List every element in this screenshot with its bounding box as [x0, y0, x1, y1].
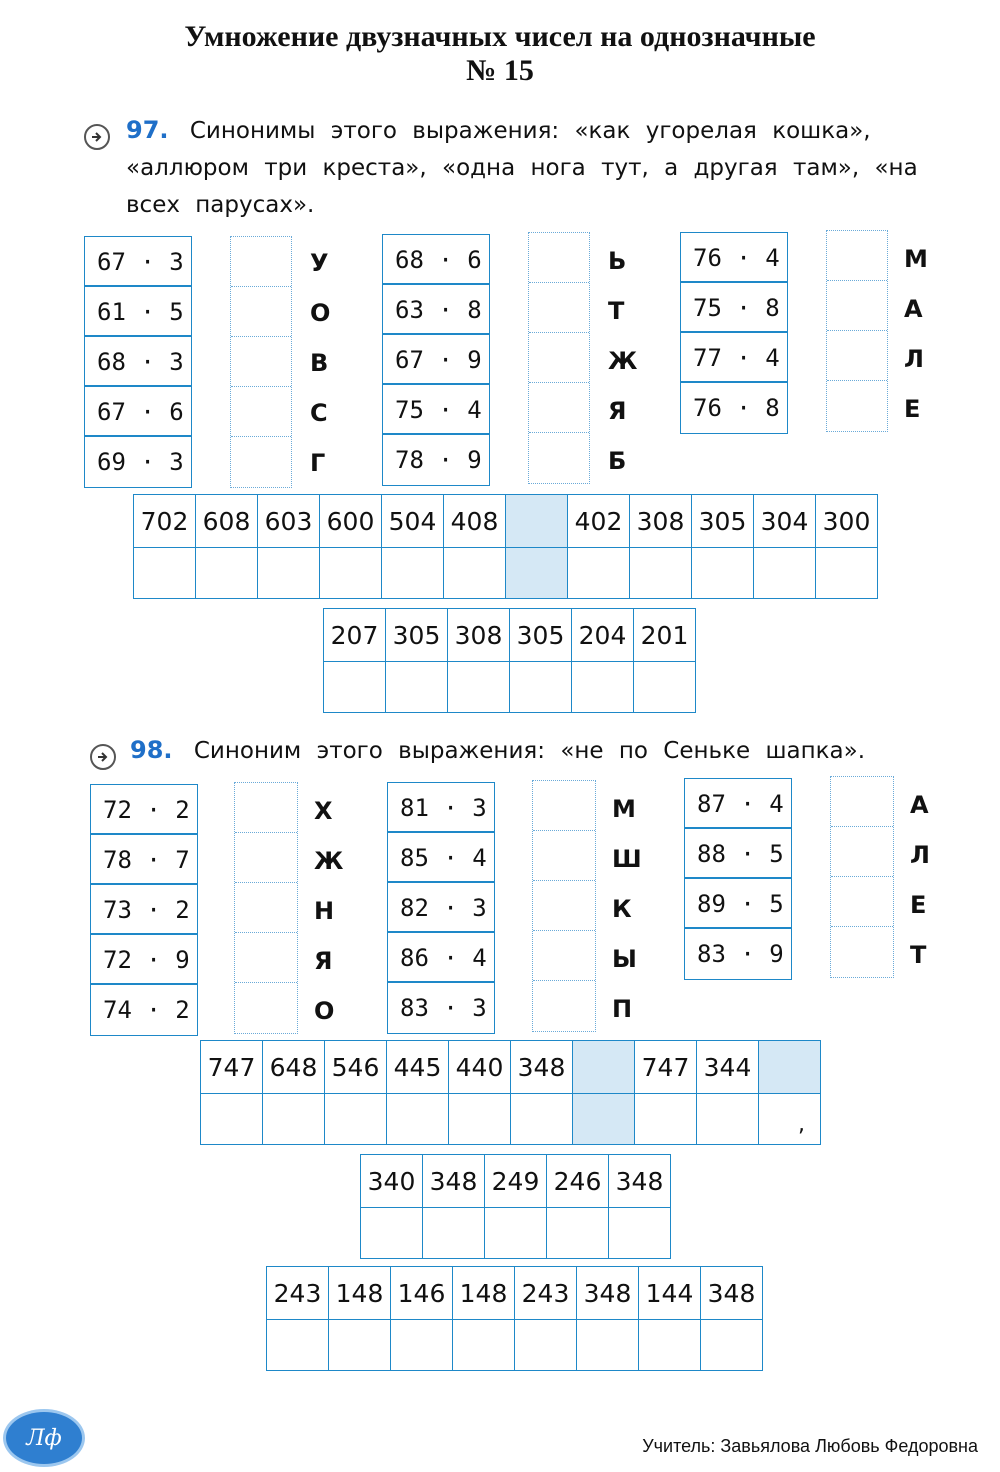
letter: О: [314, 997, 335, 1025]
letter-cell[interactable]: [697, 1094, 759, 1145]
task-97-answer-column-1[interactable]: [230, 236, 292, 488]
letter-cell[interactable]: [639, 1320, 701, 1371]
letter: Х: [314, 797, 333, 825]
task-97-answer-column-2[interactable]: [528, 232, 590, 484]
grid-number: 348: [701, 1267, 763, 1320]
grid-number: 702: [134, 495, 196, 548]
grid-number: 246: [547, 1155, 609, 1208]
expression: 63 · 8: [383, 285, 489, 335]
expression: 88 · 5: [685, 829, 791, 879]
letter-cell[interactable]: [609, 1208, 671, 1259]
grid-number: 204: [572, 609, 634, 662]
letter-cell[interactable]: [701, 1320, 763, 1371]
answer-cell[interactable]: [231, 437, 291, 487]
letter-cell[interactable]: [635, 1094, 697, 1145]
grid-number: 308: [630, 495, 692, 548]
grid-space: [573, 1041, 635, 1094]
expression: 75 · 4: [383, 385, 489, 435]
answer-cell[interactable]: [235, 783, 297, 833]
expression: 67 · 9: [383, 335, 489, 385]
letter: Е: [904, 395, 921, 423]
answer-cell[interactable]: [529, 283, 589, 333]
letter-cell[interactable]: [386, 662, 448, 713]
answer-cell[interactable]: [533, 831, 595, 881]
grid-number: 603: [258, 495, 320, 548]
task-98-letters-2: [612, 784, 642, 1034]
task-98-expressions-3: [684, 778, 792, 980]
expression: 72 · 9: [91, 935, 197, 985]
answer-cell[interactable]: [831, 777, 893, 827]
grid-number: 201: [634, 609, 696, 662]
expression: 76 · 8: [681, 383, 787, 433]
letter-cell[interactable]: [568, 548, 630, 599]
grid-number: 249: [485, 1155, 547, 1208]
expression: 77 · 4: [681, 333, 787, 383]
grid-number: 300: [816, 495, 878, 548]
letter-cell[interactable]: [263, 1094, 325, 1145]
grid-space: [759, 1041, 821, 1094]
answer-cell[interactable]: [231, 287, 291, 337]
task-98-answer-grid-1: [200, 1040, 821, 1145]
task-98-answer-column-1[interactable]: [234, 782, 298, 1034]
letter-cell[interactable]: [759, 1094, 821, 1145]
letter-cell[interactable]: [577, 1320, 639, 1371]
answer-cell[interactable]: [533, 981, 595, 1031]
letter: Ь: [608, 247, 627, 275]
expression: 67 · 6: [85, 387, 191, 437]
letter-cell[interactable]: [692, 548, 754, 599]
expression: 89 · 5: [685, 879, 791, 929]
grid-number: 440: [449, 1041, 511, 1094]
task-98-expressions-2: [387, 782, 495, 1034]
grid-number: 648: [263, 1041, 325, 1094]
grid-number: 402: [568, 495, 630, 548]
expression: 76 · 4: [681, 233, 787, 283]
letter: Е: [910, 891, 927, 919]
grid-number: 348: [511, 1041, 573, 1094]
teacher-logo: [6, 1412, 82, 1464]
grid-number: 305: [510, 609, 572, 662]
grid-number: 308: [448, 609, 510, 662]
letter: Б: [608, 447, 627, 475]
letter-cell[interactable]: [630, 548, 692, 599]
grid-number: 148: [329, 1267, 391, 1320]
letter-cell[interactable]: [754, 548, 816, 599]
expression: 87 · 4: [685, 779, 791, 829]
answer-cell[interactable]: [235, 883, 297, 933]
answer-cell[interactable]: [235, 833, 297, 883]
grid-number: 348: [423, 1155, 485, 1208]
task-97-expressions-1: [84, 236, 192, 488]
grid-number: 243: [515, 1267, 577, 1320]
letter: Ж: [608, 347, 638, 375]
teacher-credit: Учитель: Завьялова Любовь Федоровна: [642, 1436, 978, 1456]
letter-cell[interactable]: [572, 662, 634, 713]
expression: 68 · 6: [383, 235, 489, 285]
letter: Ш: [612, 845, 642, 873]
grid-number: 600: [320, 495, 382, 548]
expression: 83 · 9: [685, 929, 791, 979]
letter-cell[interactable]: [453, 1320, 515, 1371]
letter: Ы: [612, 945, 637, 973]
letter-cell[interactable]: [201, 1094, 263, 1145]
expression: 85 · 4: [388, 833, 494, 883]
letter: Я: [608, 397, 627, 425]
task-98-number: 98.: [130, 736, 173, 764]
answer-cell[interactable]: [827, 381, 887, 431]
letter-cell[interactable]: [320, 548, 382, 599]
grid-number: 148: [453, 1267, 515, 1320]
expression: 73 · 2: [91, 885, 197, 935]
letter: Н: [314, 897, 335, 925]
letter-cell[interactable]: [267, 1320, 329, 1371]
grid-number: 348: [609, 1155, 671, 1208]
letter: Л: [910, 841, 930, 869]
letter-cell[interactable]: [634, 662, 696, 713]
expression: 72 · 2: [91, 785, 197, 835]
expression: 69 · 3: [85, 437, 191, 487]
expression: 74 · 2: [91, 985, 197, 1035]
answer-cell[interactable]: [529, 233, 589, 283]
letter-cell[interactable]: [816, 548, 878, 599]
answer-cell[interactable]: [831, 827, 893, 877]
letter-cell[interactable]: [391, 1320, 453, 1371]
answer-cell[interactable]: [533, 781, 595, 831]
answer-cell[interactable]: [827, 231, 887, 281]
task-97-expressions-3: [680, 232, 788, 434]
grid-number: 146: [391, 1267, 453, 1320]
title-line-1: Умножение двузначных чисел на однозначные: [184, 20, 816, 53]
grid-number: 747: [201, 1041, 263, 1094]
letter-cell[interactable]: [449, 1094, 511, 1145]
letter-cell[interactable]: [361, 1208, 423, 1259]
grid-number: 608: [196, 495, 258, 548]
letter: Я: [314, 947, 333, 975]
expression: 86 · 4: [388, 933, 494, 983]
task-98-letters-3: [910, 780, 930, 980]
letter-cell[interactable]: [324, 662, 386, 713]
letter: Ж: [314, 847, 344, 875]
grid-number: 348: [577, 1267, 639, 1320]
answer-cell[interactable]: [831, 877, 893, 927]
task-98-answer-grid-2: [360, 1154, 671, 1259]
letter: А: [910, 791, 929, 819]
letter: Т: [910, 941, 927, 969]
task-97-letters-3: [904, 234, 928, 434]
answer-cell[interactable]: [533, 931, 595, 981]
answer-cell[interactable]: [235, 933, 297, 983]
grid-number: 408: [444, 495, 506, 548]
letter: У: [310, 249, 329, 277]
logo-text: Лф: [26, 1425, 62, 1451]
expression: 61 · 5: [85, 287, 191, 337]
task-98-answer-grid-3: [266, 1266, 763, 1371]
letter: О: [310, 299, 331, 327]
grid-number: 305: [692, 495, 754, 548]
expression: 78 · 9: [383, 435, 489, 485]
comma-mark: ,: [798, 1112, 805, 1137]
grid-number: 445: [387, 1041, 449, 1094]
answer-cell[interactable]: [231, 337, 291, 387]
task-97-answer-column-3[interactable]: [826, 230, 888, 432]
letter: М: [904, 245, 928, 273]
task-98-header: [130, 732, 950, 770]
letter-cell[interactable]: [510, 662, 572, 713]
letter: С: [310, 399, 328, 427]
letter: К: [612, 895, 632, 923]
arrow-right-icon: [90, 744, 116, 770]
grid-number: 504: [382, 495, 444, 548]
grid-number: 144: [639, 1267, 701, 1320]
letter-cell[interactable]: [515, 1320, 577, 1371]
expression: 68 · 3: [85, 337, 191, 387]
expression: 82 · 3: [388, 883, 494, 933]
expression: 78 · 7: [91, 835, 197, 885]
answer-cell[interactable]: [827, 281, 887, 331]
task-97-number: 97.: [126, 116, 169, 144]
task-97-answer-grid-2: [323, 608, 696, 713]
expression: 67 · 3: [85, 237, 191, 287]
task-98-expressions-1: [90, 784, 198, 1036]
letter-cell[interactable]: [423, 1208, 485, 1259]
letter: Т: [608, 297, 625, 325]
task-97-answer-grid-1: [133, 494, 878, 599]
grid-number: 243: [267, 1267, 329, 1320]
task-97-letters-1: [310, 238, 330, 488]
letter-cell[interactable]: [448, 662, 510, 713]
title-line-2: № 15: [466, 54, 534, 87]
letter-cell[interactable]: [387, 1094, 449, 1145]
task-97-text: Синонимы этого выражения: «как угорелая кошка», «аллюром три креста», «одна нога тут, а другая там», «на всех парусах».: [126, 118, 918, 218]
answer-cell[interactable]: [533, 881, 595, 931]
letter-cell[interactable]: [329, 1320, 391, 1371]
task-98-letters-1: [314, 786, 343, 1036]
letter-cell[interactable]: [511, 1094, 573, 1145]
grid-number: 340: [361, 1155, 423, 1208]
grid-number: 546: [325, 1041, 387, 1094]
letter-cell[interactable]: [547, 1208, 609, 1259]
task-97-header: [126, 112, 946, 224]
grid-number: 207: [324, 609, 386, 662]
answer-cell[interactable]: [529, 383, 589, 433]
expression: 81 · 3: [388, 783, 494, 833]
task-98-answer-column-3[interactable]: [830, 776, 894, 978]
letter: Л: [904, 345, 924, 373]
letter-cell[interactable]: [325, 1094, 387, 1145]
letter: А: [904, 295, 923, 323]
task-98-text: Синоним этого выражения: «не по Сеньке шапка».: [193, 738, 866, 764]
answer-cell[interactable]: [529, 333, 589, 383]
letter-cell[interactable]: [134, 548, 196, 599]
answer-cell[interactable]: [231, 387, 291, 437]
grid-number: 344: [697, 1041, 759, 1094]
grid-number: 305: [386, 609, 448, 662]
task-97-expressions-2: [382, 234, 490, 486]
expression: 75 · 8: [681, 283, 787, 333]
letter: П: [612, 995, 633, 1023]
expression: 83 · 3: [388, 983, 494, 1033]
answer-cell[interactable]: [231, 237, 291, 287]
letter: Г: [310, 449, 326, 477]
letter-cell[interactable]: [382, 548, 444, 599]
answer-cell[interactable]: [529, 433, 589, 483]
letter-cell[interactable]: [444, 548, 506, 599]
answer-cell[interactable]: [235, 983, 297, 1033]
grid-space: [506, 548, 568, 599]
letter: В: [310, 349, 329, 377]
letter-cell[interactable]: [485, 1208, 547, 1259]
letter-cell[interactable]: [258, 548, 320, 599]
task-97-letters-2: [608, 236, 637, 486]
arrow-right-icon: [84, 124, 110, 150]
letter-cell[interactable]: [196, 548, 258, 599]
answer-cell[interactable]: [827, 331, 887, 381]
grid-number: 304: [754, 495, 816, 548]
grid-space: [506, 495, 568, 548]
task-98-answer-column-2[interactable]: [532, 780, 596, 1032]
letter: М: [612, 795, 636, 823]
page-title: [0, 20, 1000, 88]
grid-space: [573, 1094, 635, 1145]
answer-cell[interactable]: [831, 927, 893, 977]
grid-number: 747: [635, 1041, 697, 1094]
